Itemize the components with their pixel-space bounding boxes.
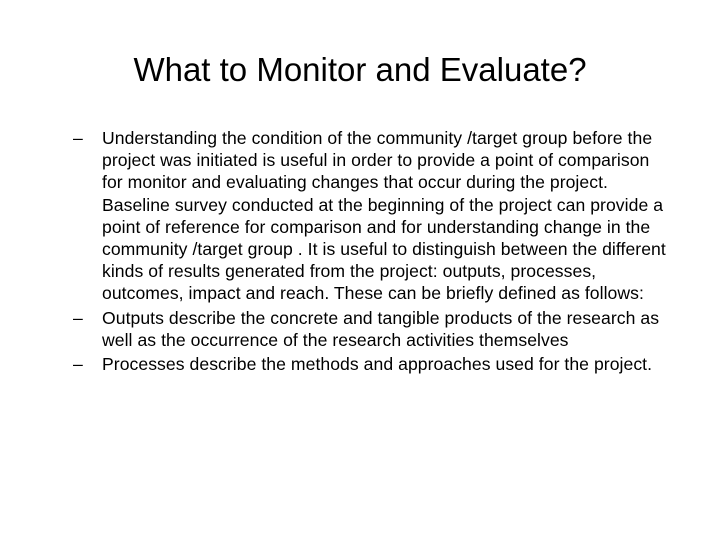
bullet-text: Processes describe the methods and approaches used for the project. [102,354,653,375]
bullet-item [72,353,672,375]
dash-bullet-icon: – [73,354,83,375]
bullet-text: Understanding the condition of the community /target group before the project was initiated is useful in order to provide a point of comparison for monitor and evaluating changes that occur during the project. Baseline survey conducted at the beginning of the project can provide a point of reference for comparison and for understanding change in the community /target group . It is useful to distinguish between the different kinds of results generated from the project: outputs, processes, outcomes, impact and reach. These can be briefly defined as follows: [102,128,666,304]
bullet-item [72,127,672,305]
slide-title: What to Monitor and Evaluate? [133,51,587,88]
dash-bullet-icon: – [73,307,83,328]
bullet-list [72,127,672,377]
bullet-text: Outputs describe the concrete and tangible products of the research as well as the occurrence of the research activities themselves [102,307,660,350]
bullet-item [72,307,672,351]
dash-bullet-icon: – [73,128,83,148]
